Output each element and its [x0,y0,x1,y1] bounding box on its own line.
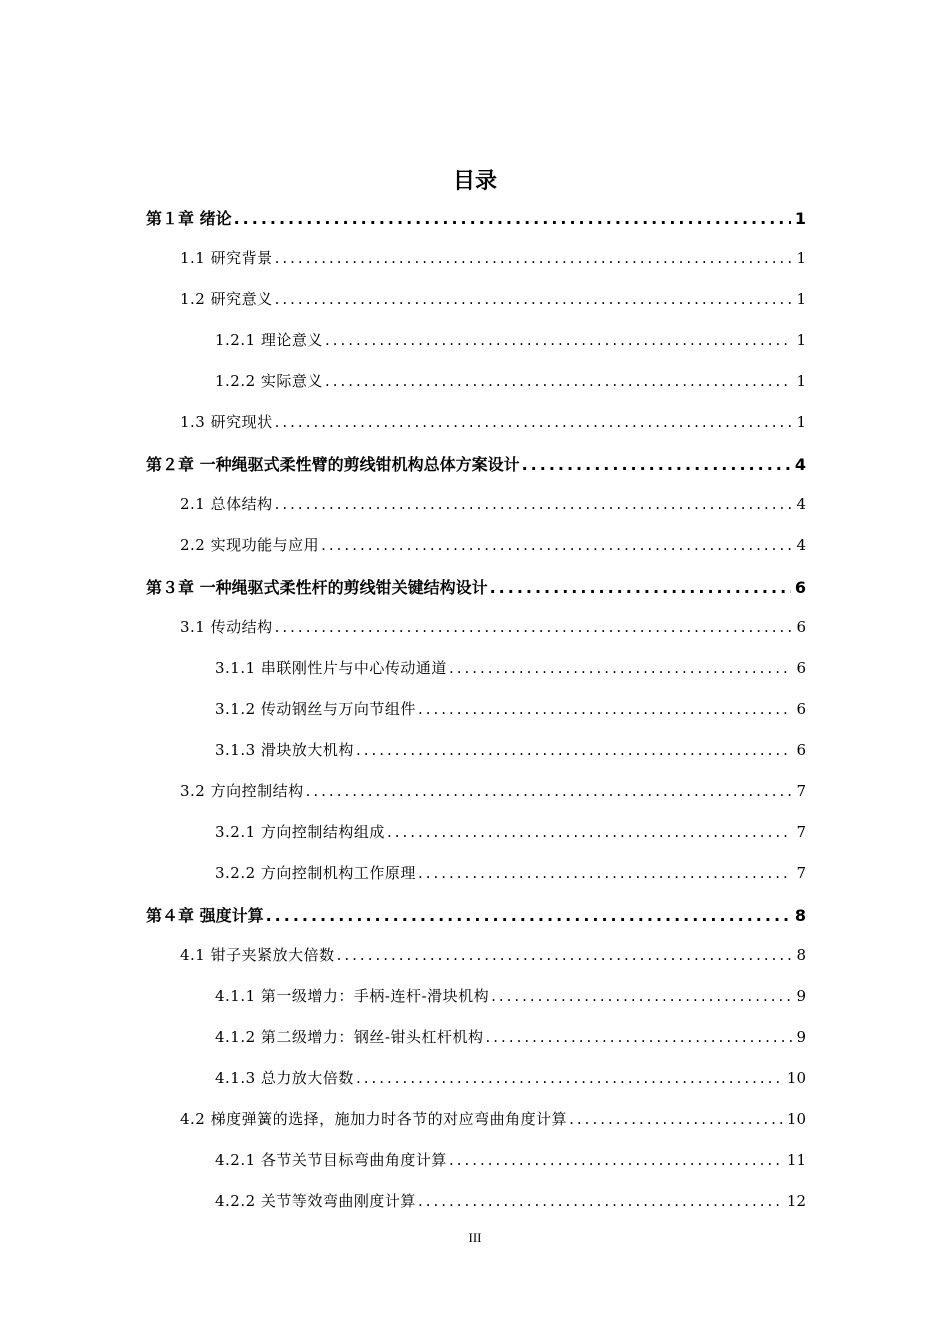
toc-dot-leader [266,906,791,925]
toc-dot-leader [234,209,791,228]
toc-entry-page: 1 [796,331,806,349]
toc-dot-leader [275,249,793,267]
toc-title: 目录 [452,169,497,194]
toc-entry-label: 4.1.1 第一级增力：手柄-连杆-滑块机构 [215,987,490,1005]
toc-entry-label: 1.3 研究现状 [180,413,273,431]
toc-entry-label: 3.1.2 传动钢丝与万向节组件 [215,700,416,718]
toc-entry-label: 3.1.3 滑块放大机构 [215,741,354,759]
toc-entry-page: 6 [796,659,806,677]
toc-entry[interactable] [0,616,950,642]
toc-entry-page: 6 [796,741,806,759]
toc-dot-leader [275,618,793,636]
toc-entry[interactable] [0,862,950,888]
toc-entry-page: 9 [796,987,806,1005]
toc-entry[interactable] [0,575,950,601]
toc-entry-label: 3.2.1 方向控制结构组成 [215,823,385,841]
toc-entry-page: 4 [794,455,806,474]
toc-entry-label: 4.2.1 各节关节目标弯曲角度计算 [215,1151,447,1169]
toc-dot-leader [275,413,793,431]
toc-entry[interactable] [0,903,950,929]
toc-entry[interactable] [0,288,950,314]
toc-entry-page: 12 [786,1192,806,1210]
toc-entry-label: 第３章 一种绳驱式柔性杆的剪线钳关键结构设计 [146,578,488,597]
toc-entry-label: 第１章 绪论 [146,209,232,228]
toc-entry[interactable] [0,452,950,478]
toc-entry-label: 4.2.2 关节等效弯曲刚度计算 [215,1192,416,1210]
toc-dot-leader [306,782,793,800]
toc-entry[interactable] [0,1149,950,1175]
toc-entry[interactable] [0,247,950,273]
toc-entry[interactable] [0,534,950,560]
toc-entry-page: 1 [796,413,806,431]
toc-entry-page: 10 [786,1069,806,1087]
toc-entry[interactable] [0,739,950,765]
toc-dot-leader [569,1110,783,1128]
toc-dot-leader [418,864,793,882]
toc-entry-label: 1.2 研究意义 [180,290,273,308]
toc-entry-page: 6 [796,618,806,636]
toc-entry-page: 1 [796,290,806,308]
toc-dot-leader [325,372,793,390]
toc-dot-leader [275,290,793,308]
toc-entry-label: 2.2 实现功能与应用 [180,536,320,554]
toc-entry-page: 7 [796,864,806,882]
toc-dot-leader [491,987,792,1005]
toc-entry[interactable] [0,657,950,683]
toc-entry[interactable] [0,1108,950,1134]
toc-entry-page: 4 [796,495,806,513]
toc-entry[interactable] [0,370,950,396]
toc-entry-page: 1 [796,249,806,267]
toc-dot-leader [418,1192,783,1210]
toc-entry[interactable] [0,493,950,519]
toc-dot-leader [356,741,793,759]
toc-entry[interactable] [0,821,950,847]
toc-entry-label: 3.2.2 方向控制机构工作原理 [215,864,416,882]
toc-entry-label: 第２章 一种绳驱式柔性臂的剪线钳机构总体方案设计 [146,455,520,474]
toc-entry[interactable] [0,1026,950,1052]
toc-entry[interactable] [0,985,950,1011]
toc-dot-leader [449,1151,783,1169]
toc-entry-label: 1.2.1 理论意义 [215,331,323,349]
toc-entry-label: 4.2 梯度弹簧的选择，施加力时各节的对应弯曲角度计算 [180,1110,568,1128]
toc-dot-leader [337,946,793,964]
toc-dot-leader [321,536,792,554]
toc-dot-leader [356,1069,783,1087]
toc-entry-label: 2.1 总体结构 [180,495,273,513]
toc-dot-leader [490,578,791,597]
toc-entry-label: 3.2 方向控制结构 [180,782,304,800]
toc-entry-page: 10 [786,1110,806,1128]
toc-entry-label: 3.1 传动结构 [180,618,273,636]
toc-entry-label: 1.2.2 实际意义 [215,372,323,390]
toc-entry-page: 6 [796,700,806,718]
toc-dot-leader [275,495,793,513]
toc-entry-page: 4 [796,536,806,554]
toc-entry[interactable] [0,206,950,232]
toc-entry-page: 9 [796,1028,806,1046]
toc-entry[interactable] [0,780,950,806]
toc-entry-label: 1.1 研究背景 [180,249,273,267]
toc-entry[interactable] [0,411,950,437]
toc-entry-page: 8 [796,946,806,964]
toc-entry-page: 7 [796,823,806,841]
toc-entry-page: 8 [794,906,806,925]
toc-dot-leader [486,1028,793,1046]
toc-entry-label: 第４章 强度计算 [146,906,264,925]
toc-entry-label: 4.1.3 总力放大倍数 [215,1069,354,1087]
toc-dot-leader [522,455,791,474]
page-number: III [468,1230,482,1245]
toc-dot-leader [387,823,793,841]
toc-entry[interactable] [0,698,950,724]
toc-entry[interactable] [0,1067,950,1093]
toc-entry-label: 3.1.1 串联刚性片与中心传动通道 [215,659,447,677]
toc-entry-page: 7 [796,782,806,800]
toc-entry[interactable] [0,329,950,355]
toc-entry[interactable] [0,1190,950,1216]
toc-dot-leader [418,700,793,718]
toc-entry-page: 6 [794,578,806,597]
toc-dot-leader [325,331,793,349]
toc-entry-label: 4.1 钳子夹紧放大倍数 [180,946,335,964]
toc-entry-page: 1 [794,209,806,228]
toc-dot-leader [449,659,793,677]
toc-entry-page: 1 [796,372,806,390]
toc-entry-page: 11 [786,1151,806,1169]
toc-entry[interactable] [0,944,950,970]
toc-entry-label: 4.1.2 第二级增力：钢丝-钳头杠杆机构 [215,1028,484,1046]
